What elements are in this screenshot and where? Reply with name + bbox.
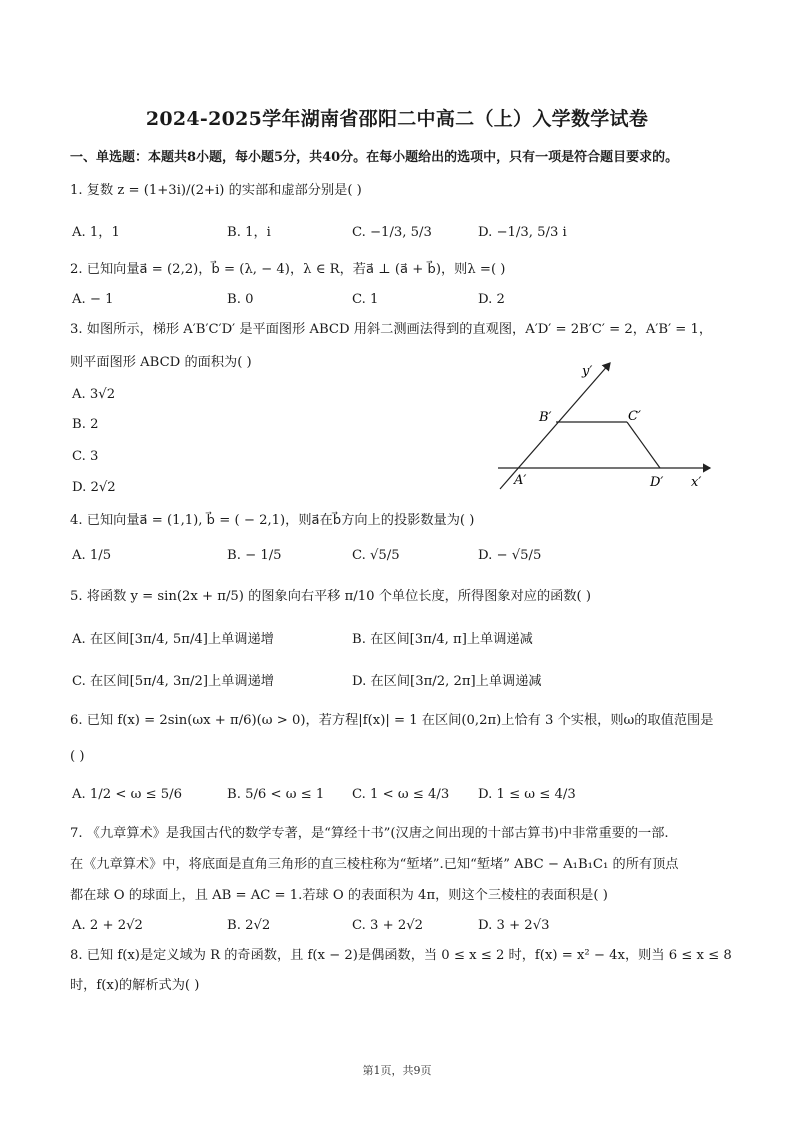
q3-option-c: C. 3	[72, 449, 99, 464]
trapezoid-figure	[494, 358, 716, 494]
label-y-prime: y′	[582, 364, 593, 379]
q6-option-d: D. 1 ≤ ω ≤ 4/3	[478, 787, 576, 802]
q5-option-d: D. 在区间[3π/2, 2π]上单调递减	[352, 674, 542, 689]
q1-option-a: A. 1，1	[72, 225, 120, 240]
question-7-stem-line2: 在《九章算术》中，将底面是直角三角形的直三棱柱称为“堑堵”.已知“堑堵” ABC − A₁B₁C₁ 的所有顶点	[70, 857, 679, 872]
question-3-stem-line1: 3. 如图所示，梯形 A′B′C′D′ 是平面图形 ABCD 用斜二测画法得到的直观图，A′D′ = 2B′C′ = 2，A′B′ = 1，	[70, 322, 713, 337]
question-8-stem-line1: 8. 已知 f(x)是定义域为 R 的奇函数，且 f(x − 2)是偶函数，当 0 ≤ x ≤ 2 时，f(x) = x² − 4x，则当 6 ≤ x ≤ 8	[70, 948, 732, 963]
question-2-stem: 2. 已知向量a⃗ = (2,2)，b⃗ = (λ, − 4)，λ ∈ R，若a⃗ ⊥ (a⃗ + b⃗)，则λ =( )	[70, 262, 506, 277]
label-a-prime: A′	[514, 473, 527, 488]
q2-option-b: B. 0	[227, 292, 254, 307]
q5-option-a: A. 在区间[3π/4, 5π/4]上单调递增	[72, 632, 274, 647]
label-b-prime: B′	[539, 410, 552, 425]
label-d-prime: D′	[650, 475, 664, 490]
question-3-stem-line2: 则平面图形 ABCD 的面积为( )	[70, 355, 252, 370]
q1-option-d: D. −1/3, 5/3 i	[478, 225, 567, 240]
q7-option-a: A. 2 + 2√2	[72, 918, 143, 933]
question-8-stem-line2: 时，f(x)的解析式为( )	[70, 978, 200, 993]
label-x-prime: x′	[691, 475, 702, 490]
segment-c-d	[627, 422, 660, 468]
question-7-stem-line3: 都在球 O 的球面上，且 AB = AC = 1.若球 O 的表面积为 4π，则这个三棱柱的表面积是( )	[70, 888, 608, 903]
q3-option-a: A. 3√2	[72, 387, 116, 402]
question-6-stem-line1: 6. 已知 f(x) = 2sin(ωx + π/6)(ω > 0)，若方程|f(x)| = 1 在区间(0,2π)上恰有 3 个实根，则ω的取值范围是	[70, 713, 714, 728]
exam-title: 2024-2025学年湖南省邵阳二中高二（上）入学数学试卷	[145, 108, 649, 130]
question-6-stem-line2: ( )	[70, 749, 85, 764]
q3-option-b: B. 2	[72, 417, 99, 432]
q5-option-b: B. 在区间[3π/4, π]上单调递减	[352, 632, 533, 647]
q4-option-a: A. 1/5	[72, 548, 112, 563]
question-7-stem-line1: 7. 《九章算术》是我国古代的数学专著，是“算经十书”(汉唐之间出现的十部古算书)中非常重要的一部.	[70, 826, 669, 841]
q6-option-b: B. 5/6 < ω ≤ 1	[227, 787, 325, 802]
page-footer: 第1页，共9页	[362, 1064, 432, 1077]
q4-option-b: B. − 1/5	[227, 548, 282, 563]
q2-option-d: D. 2	[478, 292, 505, 307]
q1-option-c: C. −1/3, 5/3	[352, 225, 432, 240]
y-axis-line	[500, 363, 610, 489]
q2-option-c: C. 1	[352, 292, 379, 307]
q6-option-a: A. 1/2 < ω ≤ 5/6	[72, 787, 182, 802]
label-c-prime: C′	[628, 409, 641, 424]
q3-option-d: D. 2√2	[72, 480, 116, 495]
q2-option-a: A. − 1	[72, 292, 114, 307]
q4-option-d: D. − √5/5	[478, 548, 542, 563]
question-5-stem: 5. 将函数 y = sin(2x + π/5) 的图象向右平移 π/10 个单位长度，所得图象对应的函数( )	[70, 589, 592, 604]
question-4-stem: 4. 已知向量a⃗ = (1,1), b⃗ = ( − 2,1)，则a⃗在b⃗方向上的投影数量为( )	[70, 513, 475, 528]
q5-option-c: C. 在区间[5π/4, 3π/2]上单调递增	[72, 674, 274, 689]
q7-option-b: B. 2√2	[227, 918, 271, 933]
section-heading: 一、单选题：本题共8小题，每小题5分，共40分。在每小题给出的选项中，只有一项是符合题目要求的。	[70, 150, 679, 165]
q7-option-d: D. 3 + 2√3	[478, 918, 550, 933]
q7-option-c: C. 3 + 2√2	[352, 918, 424, 933]
q4-option-c: C. √5/5	[352, 548, 400, 563]
q6-option-c: C. 1 < ω ≤ 4/3	[352, 787, 450, 802]
q1-option-b: B. 1，i	[227, 225, 271, 240]
question-1-stem: 1. 复数 z = (1+3i)/(2+i) 的实部和虚部分别是( )	[70, 183, 362, 198]
